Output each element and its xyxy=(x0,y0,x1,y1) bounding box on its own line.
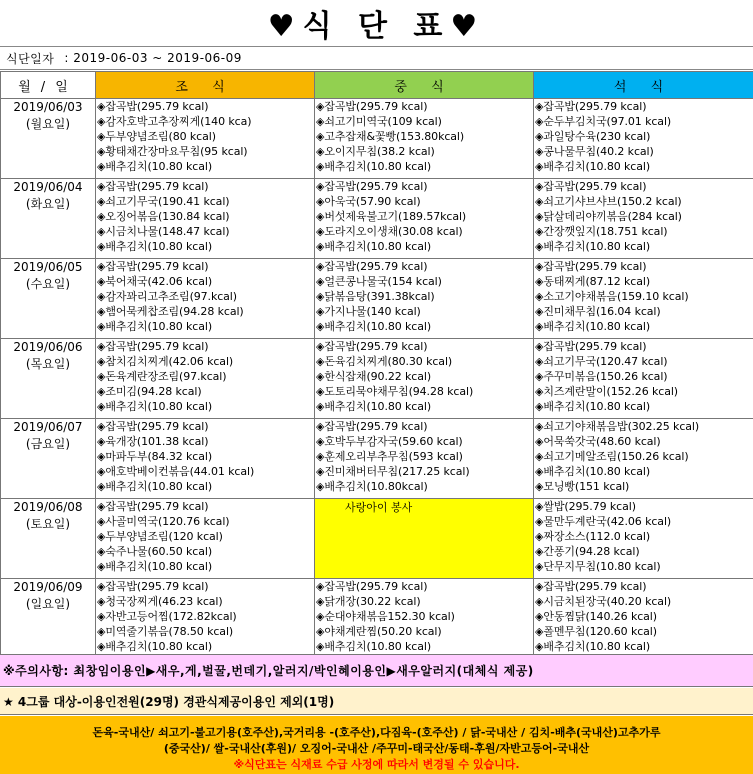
dinner-items xyxy=(535,339,753,418)
menu-item: ◈한식잡채(90.22 kcal) xyxy=(316,370,432,383)
menu-item: ◈훈제오리부추무침(593 kcal) xyxy=(316,450,463,463)
menu-item: ◈돈육김치찌게(80.30 kcal) xyxy=(316,355,453,368)
menu-item: ◈잡곡밥(295.79 kcal) xyxy=(535,260,647,273)
menu-item: ◈진미채버터무침(217.25 kcal) xyxy=(316,465,470,478)
lunch-cell xyxy=(315,259,534,339)
menu-item: ◈오징어볶음(130.84 kcal) xyxy=(97,210,230,223)
day-date-cell xyxy=(1,179,96,259)
dinner-items xyxy=(535,499,753,578)
menu-item: ◈참치김치찌게(42.06 kcal) xyxy=(97,355,234,368)
breakfast-cell xyxy=(96,419,315,499)
menu-item: ◈버섯제육불고기(189.57kcal) xyxy=(316,210,467,223)
dinner-cell xyxy=(534,259,753,339)
menu-item: ◈배추김치(10.80kcal) xyxy=(316,480,428,493)
dinner-cell xyxy=(534,99,753,179)
menu-item: ◈도토리묵야채무침(94.28 kcal) xyxy=(316,385,474,398)
breakfast-items xyxy=(97,179,314,258)
menu-item: ◈아욱국(57.90 kcal) xyxy=(316,195,421,208)
header-date: 월/일 xyxy=(1,72,96,99)
menu-item: ◈쇠고기메알조림(150.26 kcal) xyxy=(535,450,689,463)
menu-item: ◈배추김치(10.80 kcal) xyxy=(316,160,432,173)
menu-item: ◈쇠고기무국(190.41 kcal) xyxy=(97,195,230,208)
dinner-items xyxy=(535,419,753,498)
menu-item: ◈햄어묵케찹조림(94.28 kcal) xyxy=(97,305,244,318)
breakfast-cell xyxy=(96,179,315,259)
day-date-cell xyxy=(1,499,96,579)
menu-item: ◈잡곡밥(295.79 kcal) xyxy=(535,580,647,593)
dinner-items xyxy=(535,179,753,258)
lunch-special-cell xyxy=(315,499,534,579)
menu-item: ◈안동찜닭(140.26 kcal) xyxy=(535,610,657,623)
breakfast-cell xyxy=(96,499,315,579)
day-date-cell xyxy=(1,579,96,659)
menu-item: ◈쌀밥(295.79 kcal) xyxy=(535,500,636,513)
menu-item: ◈과일탕수육(230 kcal) xyxy=(535,130,651,143)
lunch-items xyxy=(316,419,533,498)
day-date-cell xyxy=(1,99,96,179)
day-date-cell xyxy=(1,339,96,419)
menu-item: ◈배추김치(10.80 kcal) xyxy=(535,400,651,413)
dinner-items xyxy=(535,579,753,658)
lunch-cell xyxy=(315,179,534,259)
menu-item: ◈잡곡밥(295.79 kcal) xyxy=(97,500,209,513)
breakfast-items xyxy=(97,339,314,418)
breakfast-cell xyxy=(96,259,315,339)
day-row xyxy=(1,99,753,179)
menu-item: ◈잡곡밥(295.79 kcal) xyxy=(97,260,209,273)
menu-item: ◈배추김치(10.80 kcal) xyxy=(97,480,213,493)
menu-item: ◈육개장(101.38 kcal) xyxy=(97,435,209,448)
menu-item: ◈숙주나물(60.50 kcal) xyxy=(97,545,213,558)
menu-item: ◈자반고등어찜(172.82kcal) xyxy=(97,610,237,623)
menu-item: ◈배추김치(10.80 kcal) xyxy=(97,560,213,573)
lunch-cell xyxy=(315,99,534,179)
menu-item: ◈배추김치(10.80 kcal) xyxy=(535,240,651,253)
dinner-cell xyxy=(534,579,753,659)
menu-item: ◈잡곡밥(295.79 kcal) xyxy=(316,260,428,273)
menu-item: ◈마파두부(84.32 kcal) xyxy=(97,450,213,463)
menu-item: ◈잡곡밥(295.79 kcal) xyxy=(97,180,209,193)
breakfast-items xyxy=(97,99,314,178)
menu-item: ◈잡곡밥(295.79 kcal) xyxy=(97,580,209,593)
lunch-cell xyxy=(315,579,534,659)
menu-item: ◈잡곡밥(295.79 kcal) xyxy=(97,340,209,353)
origin-line: (중국산)/ 쌀-국내산(후원)/ 오징어-국내산 /주꾸미-태국산/동태-후원/자반고등어-국내산 xyxy=(163,742,590,755)
menu-item: ◈소고기야채볶음(159.10 kcal) xyxy=(535,290,689,303)
menu-item: ◈잡곡밥(295.79 kcal) xyxy=(535,100,647,113)
menu-item: ◈도라지오이생채(30.08 kcal) xyxy=(316,225,463,238)
lunch-special-text: 사랑아이 봉사 xyxy=(345,501,413,514)
lunch-items xyxy=(316,99,533,178)
lunch-cell xyxy=(315,419,534,499)
menu-item: ◈배추김치(10.80 kcal) xyxy=(97,240,213,253)
menu-item: ◈쇠고기샤브샤브(150.2 kcal) xyxy=(535,195,682,208)
breakfast-items xyxy=(97,499,314,578)
day-weekday: (일요일) xyxy=(25,597,71,611)
menu-item: ◈폴멘무침(120.60 kcal) xyxy=(535,625,657,638)
menu-item: ◈배추김치(10.80 kcal) xyxy=(535,320,651,333)
menu-item: ◈배추김치(10.80 kcal) xyxy=(97,400,213,413)
menu-item: ◈잡곡밥(295.79 kcal) xyxy=(316,340,428,353)
breakfast-cell xyxy=(96,339,315,419)
day-weekday: (수요일) xyxy=(25,277,71,291)
header-row xyxy=(1,72,753,99)
dinner-cell xyxy=(534,179,753,259)
menu-item: ◈조미김(94.28 kcal) xyxy=(97,385,202,398)
menu-item: ◈미역줄기볶음(78.50 kcal) xyxy=(97,625,234,638)
group-note: ★ 4그룹 대상-이용인전원(29명) 경관식제공이용인 제외(1명) xyxy=(0,688,753,715)
day-row xyxy=(1,259,753,339)
header-lunch: 중 식 xyxy=(315,72,534,99)
menu-item: ◈감자꽈리고추조림(97.kcal) xyxy=(97,290,237,303)
menu-item: ◈간퐁기(94.28 kcal) xyxy=(535,545,640,558)
menu-item: ◈쇠고기미역국(109 kcal) xyxy=(316,115,442,128)
menu-item: ◈닭살데리야끼볶음(284 kcal) xyxy=(535,210,682,223)
menu-item: ◈잡곡밥(295.79 kcal) xyxy=(535,180,647,193)
day-date: 2019/06/08 xyxy=(13,500,83,514)
menu-item: ◈황태채간장마요무침(95 kcal) xyxy=(97,145,248,158)
menu-item: ◈주꾸미볶음(150.26 kcal) xyxy=(535,370,668,383)
menu-item: ◈닭볶음탕(391.38kcal) xyxy=(316,290,435,303)
menu-item: ◈감자호박고추장찌게(140 kca) xyxy=(97,115,252,128)
menu-item: ◈두부양념조림(80 kcal) xyxy=(97,130,216,143)
day-date: 2019/06/04 xyxy=(13,180,83,194)
day-row xyxy=(1,339,753,419)
day-date: 2019/06/09 xyxy=(13,580,83,594)
lunch-items xyxy=(316,339,533,418)
day-date: 2019/06/05 xyxy=(13,260,83,274)
lunch-items xyxy=(316,179,533,258)
day-date: 2019/06/03 xyxy=(13,100,83,114)
menu-item: ◈닭개장(30.22 kcal) xyxy=(316,595,421,608)
day-weekday: (목요일) xyxy=(25,357,71,371)
lunch-cell xyxy=(315,339,534,419)
breakfast-items xyxy=(97,419,314,498)
menu-item: ◈시금치나물(148.47 kcal) xyxy=(97,225,230,238)
menu-item: ◈쇠고기야채볶음밥(302.25 kcal) xyxy=(535,420,700,433)
menu-body xyxy=(1,99,753,659)
period-label: 식단일자 xyxy=(6,51,55,66)
menu-item: ◈고추잡채&꽃빵(153.80kcal) xyxy=(316,130,465,143)
dinner-items xyxy=(535,99,753,178)
dinner-cell xyxy=(534,419,753,499)
menu-item: ◈호박두부감자국(59.60 kcal) xyxy=(316,435,463,448)
menu-item: ◈간장깻잎지(18.751 kcal) xyxy=(535,225,668,238)
menu-item: ◈북어채국(42.06 kcal) xyxy=(97,275,213,288)
menu-item: ◈잡곡밥(295.79 kcal) xyxy=(316,580,428,593)
day-weekday: (화요일) xyxy=(25,197,71,211)
breakfast-items xyxy=(97,579,314,658)
menu-item: ◈동태찌게(87.12 kcal) xyxy=(535,275,651,288)
menu-period xyxy=(0,46,753,70)
menu-item: ◈배추김치(10.80 kcal) xyxy=(316,320,432,333)
menu-item: ◈순두부김치국(97.01 kcal) xyxy=(535,115,672,128)
menu-item: ◈잡곡밥(295.79 kcal) xyxy=(316,420,428,433)
day-row xyxy=(1,579,753,659)
menu-item: ◈애호박베이컨볶음(44.01 kcal) xyxy=(97,465,255,478)
page-title: ♥식 단 표♥ xyxy=(267,9,486,44)
menu-item: ◈배추김치(10.80 kcal) xyxy=(97,160,213,173)
menu-item: ◈쇠고기무국(120.47 kcal) xyxy=(535,355,668,368)
menu-item: ◈잡곡밥(295.79 kcal) xyxy=(97,420,209,433)
menu-item: ◈콩나물무침(40.2 kcal) xyxy=(535,145,654,158)
day-weekday: (월요일) xyxy=(25,117,71,131)
menu-item: ◈짜장소스(112.0 kcal) xyxy=(535,530,651,543)
menu-item: ◈배추김치(10.80 kcal) xyxy=(97,640,213,653)
day-date: 2019/06/06 xyxy=(13,340,83,354)
menu-item: ◈배추김치(10.80 kcal) xyxy=(535,465,651,478)
menu-item: ◈잡곡밥(295.79 kcal) xyxy=(535,340,647,353)
day-row xyxy=(1,179,753,259)
menu-item: ◈진미채무침(16.04 kcal) xyxy=(535,305,661,318)
origin-info xyxy=(0,716,753,774)
day-weekday: (토요일) xyxy=(25,517,71,531)
menu-item: ◈사골미역국(120.76 kcal) xyxy=(97,515,230,528)
menu-item: ◈잡곡밥(295.79 kcal) xyxy=(316,100,428,113)
breakfast-items xyxy=(97,259,314,338)
change-warning: ※식단표는 식재료 수급 사정에 따라서 변경될 수 있습니다. xyxy=(233,758,520,771)
menu-item: ◈잡곡밥(295.79 kcal) xyxy=(97,100,209,113)
menu-item: ◈잡곡밥(295.79 kcal) xyxy=(316,180,428,193)
menu-item: ◈배추김치(10.80 kcal) xyxy=(316,400,432,413)
header-dinner: 석 식 xyxy=(534,72,753,99)
menu-item: ◈모닝빵(151 kcal) xyxy=(535,480,630,493)
day-date: 2019/06/07 xyxy=(13,420,83,434)
menu-item: ◈배추김치(10.80 kcal) xyxy=(316,640,432,653)
menu-item: ◈배추김치(10.80 kcal) xyxy=(97,320,213,333)
origin-line: 돈육-국내산/ 쇠고기-불고기용(호주산),국거리용 -(호주산),다짐육-(호주산) / 닭-국내산 / 김치-배추(국내산)고추가루 xyxy=(92,726,661,739)
day-row xyxy=(1,419,753,499)
menu-item: ◈돈육계란장조림(97.kcal) xyxy=(97,370,227,383)
menu-item: ◈단무지무침(10.80 kcal) xyxy=(535,560,661,573)
menu-item: ◈치즈계란말이(152.26 kcal) xyxy=(535,385,678,398)
lunch-items xyxy=(316,579,533,658)
menu-item: ◈배추김치(10.80 kcal) xyxy=(535,160,651,173)
menu-item: ◈야채계란찜(50.20 kcal) xyxy=(316,625,442,638)
breakfast-cell xyxy=(96,99,315,179)
menu-item: ◈어묵쑥갓국(48.60 kcal) xyxy=(535,435,661,448)
dinner-cell xyxy=(534,339,753,419)
breakfast-cell xyxy=(96,579,315,659)
dinner-cell xyxy=(534,499,753,579)
allergy-notice: ※주의사항: 최창임이용인▶새우,게,벌꿀,번데기,알러지/박인혜이용인▶새우알러지(대체식 제공) xyxy=(0,654,753,687)
menu-item: ◈두부양념조림(120 kcal) xyxy=(97,530,223,543)
menu-item: ◈배추김치(10.80 kcal) xyxy=(316,240,432,253)
menu-item: ◈물만두계란국(42.06 kcal) xyxy=(535,515,672,528)
day-row xyxy=(1,499,753,579)
menu-item: ◈얼큰콩나물국(154 kcal) xyxy=(316,275,442,288)
period-value: : 2019-06-03 ~ 2019-06-09 xyxy=(64,51,242,65)
header-breakfast: 조 식 xyxy=(96,72,315,99)
menu-item: ◈시금치된장국(40.20 kcal) xyxy=(535,595,672,608)
dinner-items xyxy=(535,259,753,338)
menu-item: ◈배추김치(10.80 kcal) xyxy=(535,640,651,653)
menu-item: ◈가지나물(140 kcal) xyxy=(316,305,421,318)
menu-item: ◈순대야채볶음152.30 kcal) xyxy=(316,610,455,623)
day-date-cell xyxy=(1,259,96,339)
menu-table xyxy=(0,71,753,659)
day-weekday: (금요일) xyxy=(25,437,71,451)
day-date-cell xyxy=(1,419,96,499)
menu-item: ◈오이지무침(38.2 kcal) xyxy=(316,145,435,158)
lunch-items xyxy=(316,259,533,338)
menu-item: ◈청국장찌게(46.23 kcal) xyxy=(97,595,223,608)
